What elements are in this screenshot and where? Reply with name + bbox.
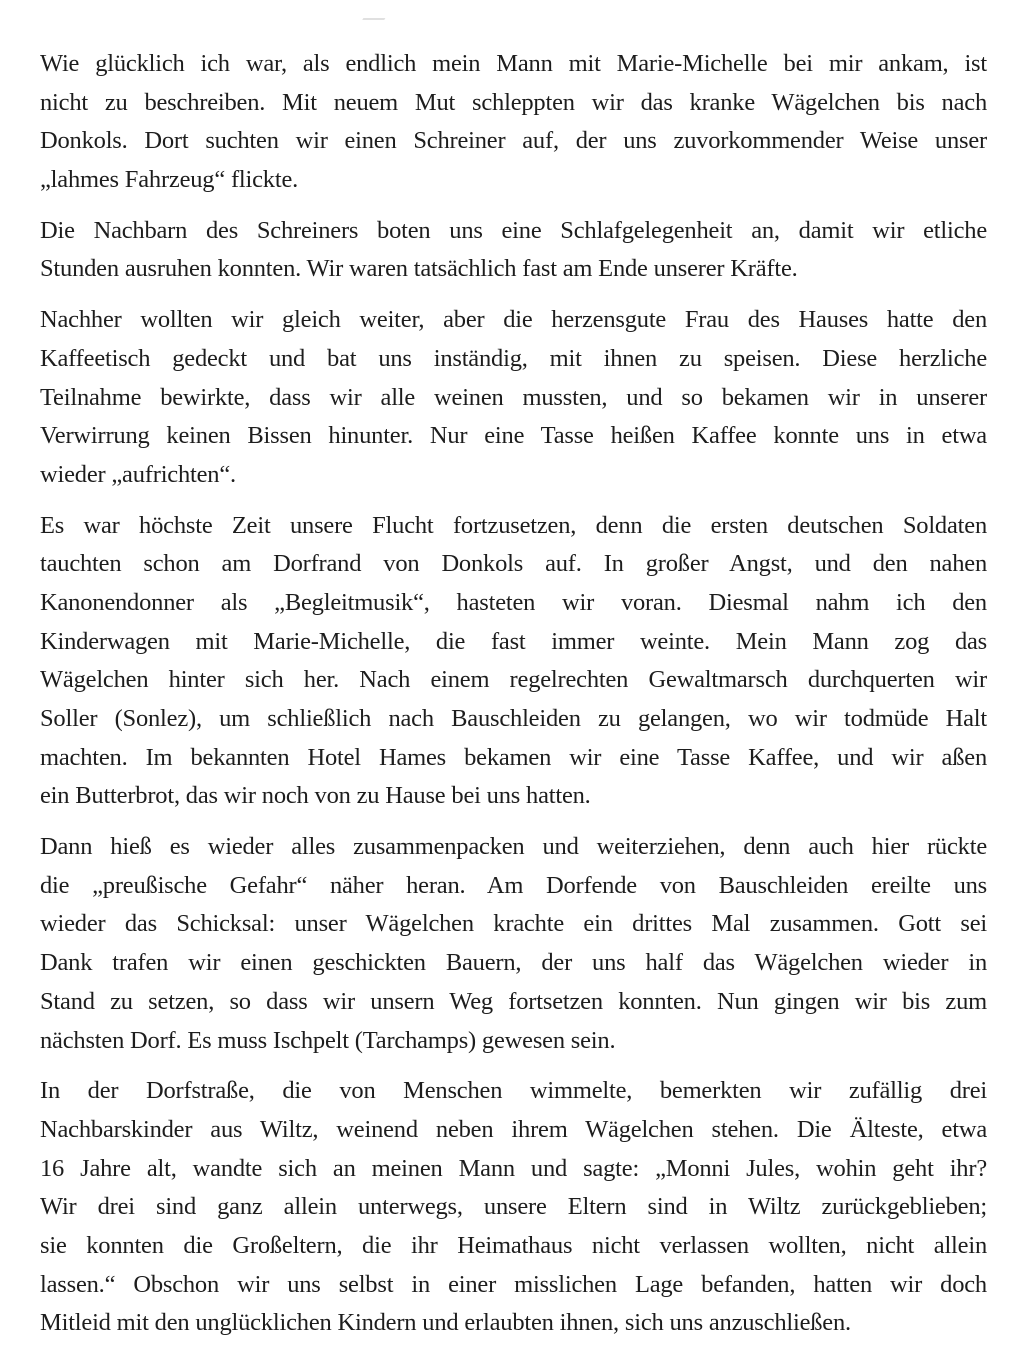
text-line: Kinderwagen mit Marie-Michelle, die fast immer weinte. Mein Mann zog das bbox=[40, 627, 987, 655]
text-line: wieder das Schicksal: unser Wägelchen krachte ein drittes Mal zusammen. Gott sei bbox=[40, 910, 987, 938]
text-line: wieder „aufrichten“. bbox=[40, 460, 236, 488]
text-line: Kanonendonner als „Begleitmusik“, hasteten wir voran. Diesmal nahm ich den bbox=[40, 588, 987, 616]
text-line: Mitleid mit den unglücklichen Kindern und erlaubten ihnen, sich uns anzuschließen. bbox=[40, 1309, 851, 1337]
text-line: Wägelchen hinter sich her. Nach einem regelrechten Gewaltmarsch durchquerten wir bbox=[40, 666, 987, 694]
text-line: „lahmes Fahrzeug“ flickte. bbox=[40, 166, 299, 194]
text-line: 16 Jahre alt, wandte sich an meinen Mann und sagte: „Monni Jules, wohin geht ihr? bbox=[40, 1154, 987, 1182]
text-line: Verwirrung keinen Bissen hinunter. Nur eine Tasse heißen Kaffee konnte uns in etwa bbox=[40, 422, 987, 450]
text-line: Donkols. Dort suchten wir einen Schreiner auf, der uns zuvorkommender Weise unser bbox=[40, 127, 987, 155]
paragraph bbox=[40, 1072, 987, 1343]
text-line: Stand zu setzen, so dass wir unsern Weg fortsetzen konnten. Nun gingen wir bis zum bbox=[40, 987, 987, 1015]
text-line: Nachbarskinder aus Wiltz, weinend neben ihrem Wägelchen stehen. Die Älteste, etwa bbox=[40, 1115, 987, 1143]
text-line: Dank trafen wir einen geschickten Bauern, der uns half das Wägelchen wieder in bbox=[40, 949, 987, 977]
text-line: Wir drei sind ganz allein unterwegs, unsere Eltern sind in Wiltz zurückgeblieben; bbox=[40, 1193, 987, 1221]
text-line: Stunden ausruhen konnten. Wir waren tatsächlich fast am Ende unserer Kräfte. bbox=[40, 255, 798, 283]
text-line: Nachher wollten wir gleich weiter, aber die herzensgute Frau des Hauses hatte den bbox=[40, 306, 987, 334]
paragraph bbox=[40, 45, 987, 200]
text-line: die „preußische Gefahr“ näher heran. Am Dorfende von Bauschleiden ereilte uns bbox=[40, 871, 987, 899]
text-line: tauchten schon am Dorfrand von Donkols auf. In großer Angst, und den nahen bbox=[40, 550, 987, 578]
scan-mark bbox=[362, 0, 396, 20]
text-line: Kaffeetisch gedeckt und bat uns inständig, mit ihnen zu speisen. Diese herzliche bbox=[40, 344, 987, 372]
text-line: Soller (Sonlez), um schließlich nach Bauschleiden zu gelangen, wo wir todmüde Halt bbox=[40, 705, 987, 732]
document-page bbox=[40, 45, 987, 1355]
text-line: Dann hieß es wieder alles zusammenpacken und weiterziehen, denn auch hier rückte bbox=[40, 833, 987, 861]
text-line: sie konnten die Großeltern, die ihr Heimathaus nicht verlassen wollten, nicht allein bbox=[40, 1231, 987, 1259]
paragraph bbox=[40, 301, 987, 494]
paragraph bbox=[40, 828, 987, 1060]
text-line: machten. Im bekannten Hotel Hames bekamen wir eine Tasse Kaffee, und wir aßen bbox=[40, 743, 987, 771]
paragraph bbox=[40, 507, 987, 817]
paragraph bbox=[40, 212, 987, 289]
text-line: Es war höchste Zeit unsere Flucht fortzusetzen, denn die ersten deutschen Soldaten bbox=[40, 511, 987, 539]
text-line: lassen.“ Obschon wir uns selbst in einer misslichen Lage befanden, hatten wir doch bbox=[40, 1270, 987, 1298]
text-line: ein Butterbrot, das wir noch von zu Hause bei uns hatten. bbox=[40, 782, 591, 810]
text-line: In der Dorfstraße, die von Menschen wimmelte, bemerkten wir zufällig drei bbox=[40, 1077, 987, 1105]
text-line: Wie glücklich ich war, als endlich mein Mann mit Marie-Michelle bei mir ankam, ist bbox=[40, 50, 987, 77]
text-line: nicht zu beschreiben. Mit neuem Mut schleppten wir das kranke Wägelchen bis nach bbox=[40, 88, 987, 116]
text-line: Teilnahme bewirkte, dass wir alle weinen mussten, und so bekamen wir in unserer bbox=[40, 383, 987, 411]
text-line: nächsten Dorf. Es muss Ischpelt (Tarchamps) gewesen sein. bbox=[40, 1026, 616, 1054]
text-line: Die Nachbarn des Schreiners boten uns eine Schlafgelegenheit an, damit wir etliche bbox=[40, 216, 987, 244]
